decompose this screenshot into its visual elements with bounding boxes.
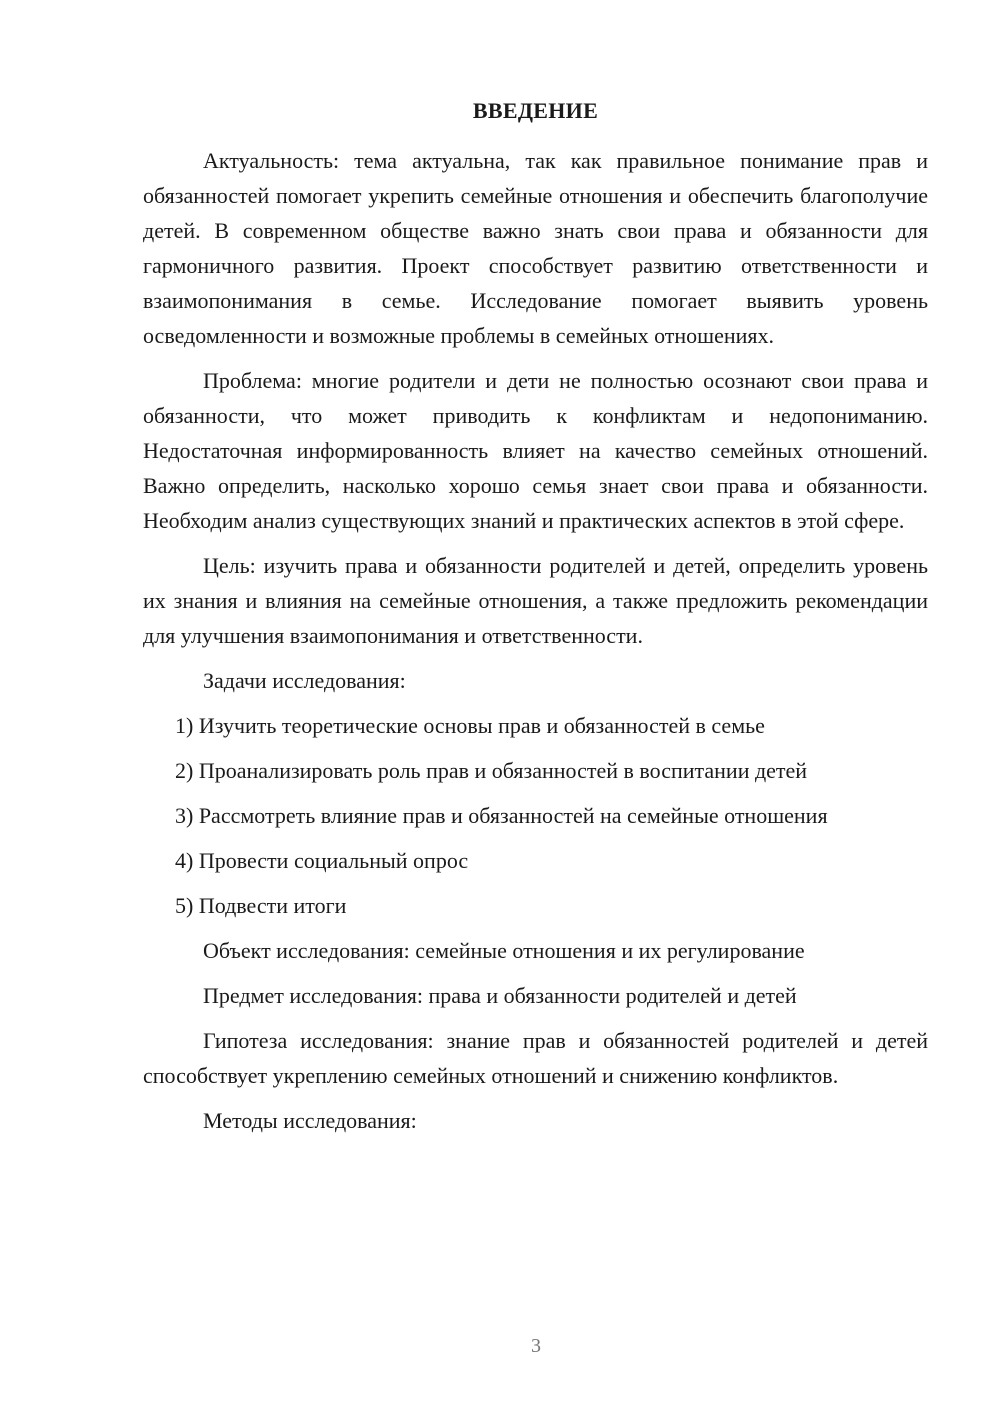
goal-paragraph: Цель: изучить права и обязанности родителей и детей, определить уровень их знания и влияния на семейные отношения, а также предложить рекомендации для улучшения взаимопонимания и ответственности. [143, 553, 928, 648]
relevance-paragraph: Актуальность: тема актуальна, так как правильное понимание прав и обязанностей помогает укрепить семейные отношения и обеспечить благополучие детей. В современном обществе важно знать свои права и обязанности для гармоничного развития. Проект способствует развитию ответственности и взаимопонимания в семье. Исследование помогает выявить уровень осведомленности и возможные проблемы в семейных отношениях. [143, 148, 928, 348]
methods-title: Методы исследования: [203, 1108, 417, 1133]
task-item: 4) Провести социальный опрос [175, 848, 469, 873]
tasks-title: Задачи исследования: [203, 668, 406, 693]
task-item: 3) Рассмотреть влияние прав и обязанностей на семейные отношения [175, 803, 828, 828]
page-number: 3 [531, 1335, 541, 1357]
task-item: 2) Проанализировать роль прав и обязанностей в воспитании детей [175, 758, 808, 783]
tasks-list [143, 708, 928, 923]
object-paragraph: Объект исследования: семейные отношения и их регулирование [203, 938, 805, 963]
problem-paragraph: Проблема: многие родители и дети не полностью осознают свои права и обязанности, что может приводить к конфликтам и недопониманию. Недостаточная информированность влияет на качество семейных отношений. Важно определить, насколько хорошо семья знает свои права и обязанности. Необходим анализ существующих знаний и практических аспектов в этой сфере. [143, 368, 928, 533]
section-heading: ВВЕДЕНИЕ [472, 98, 599, 123]
task-item: 1) Изучить теоретические основы прав и обязанностей в семье [175, 713, 765, 738]
hypothesis-paragraph: Гипотеза исследования: знание прав и обязанностей родителей и детей способствует укреплению семейных отношений и снижению конфликтов. [143, 1028, 928, 1088]
task-item: 5) Подвести итоги [175, 893, 347, 918]
subject-paragraph: Предмет исследования: права и обязанности родителей и детей [203, 983, 797, 1008]
document-body [143, 143, 928, 1148]
